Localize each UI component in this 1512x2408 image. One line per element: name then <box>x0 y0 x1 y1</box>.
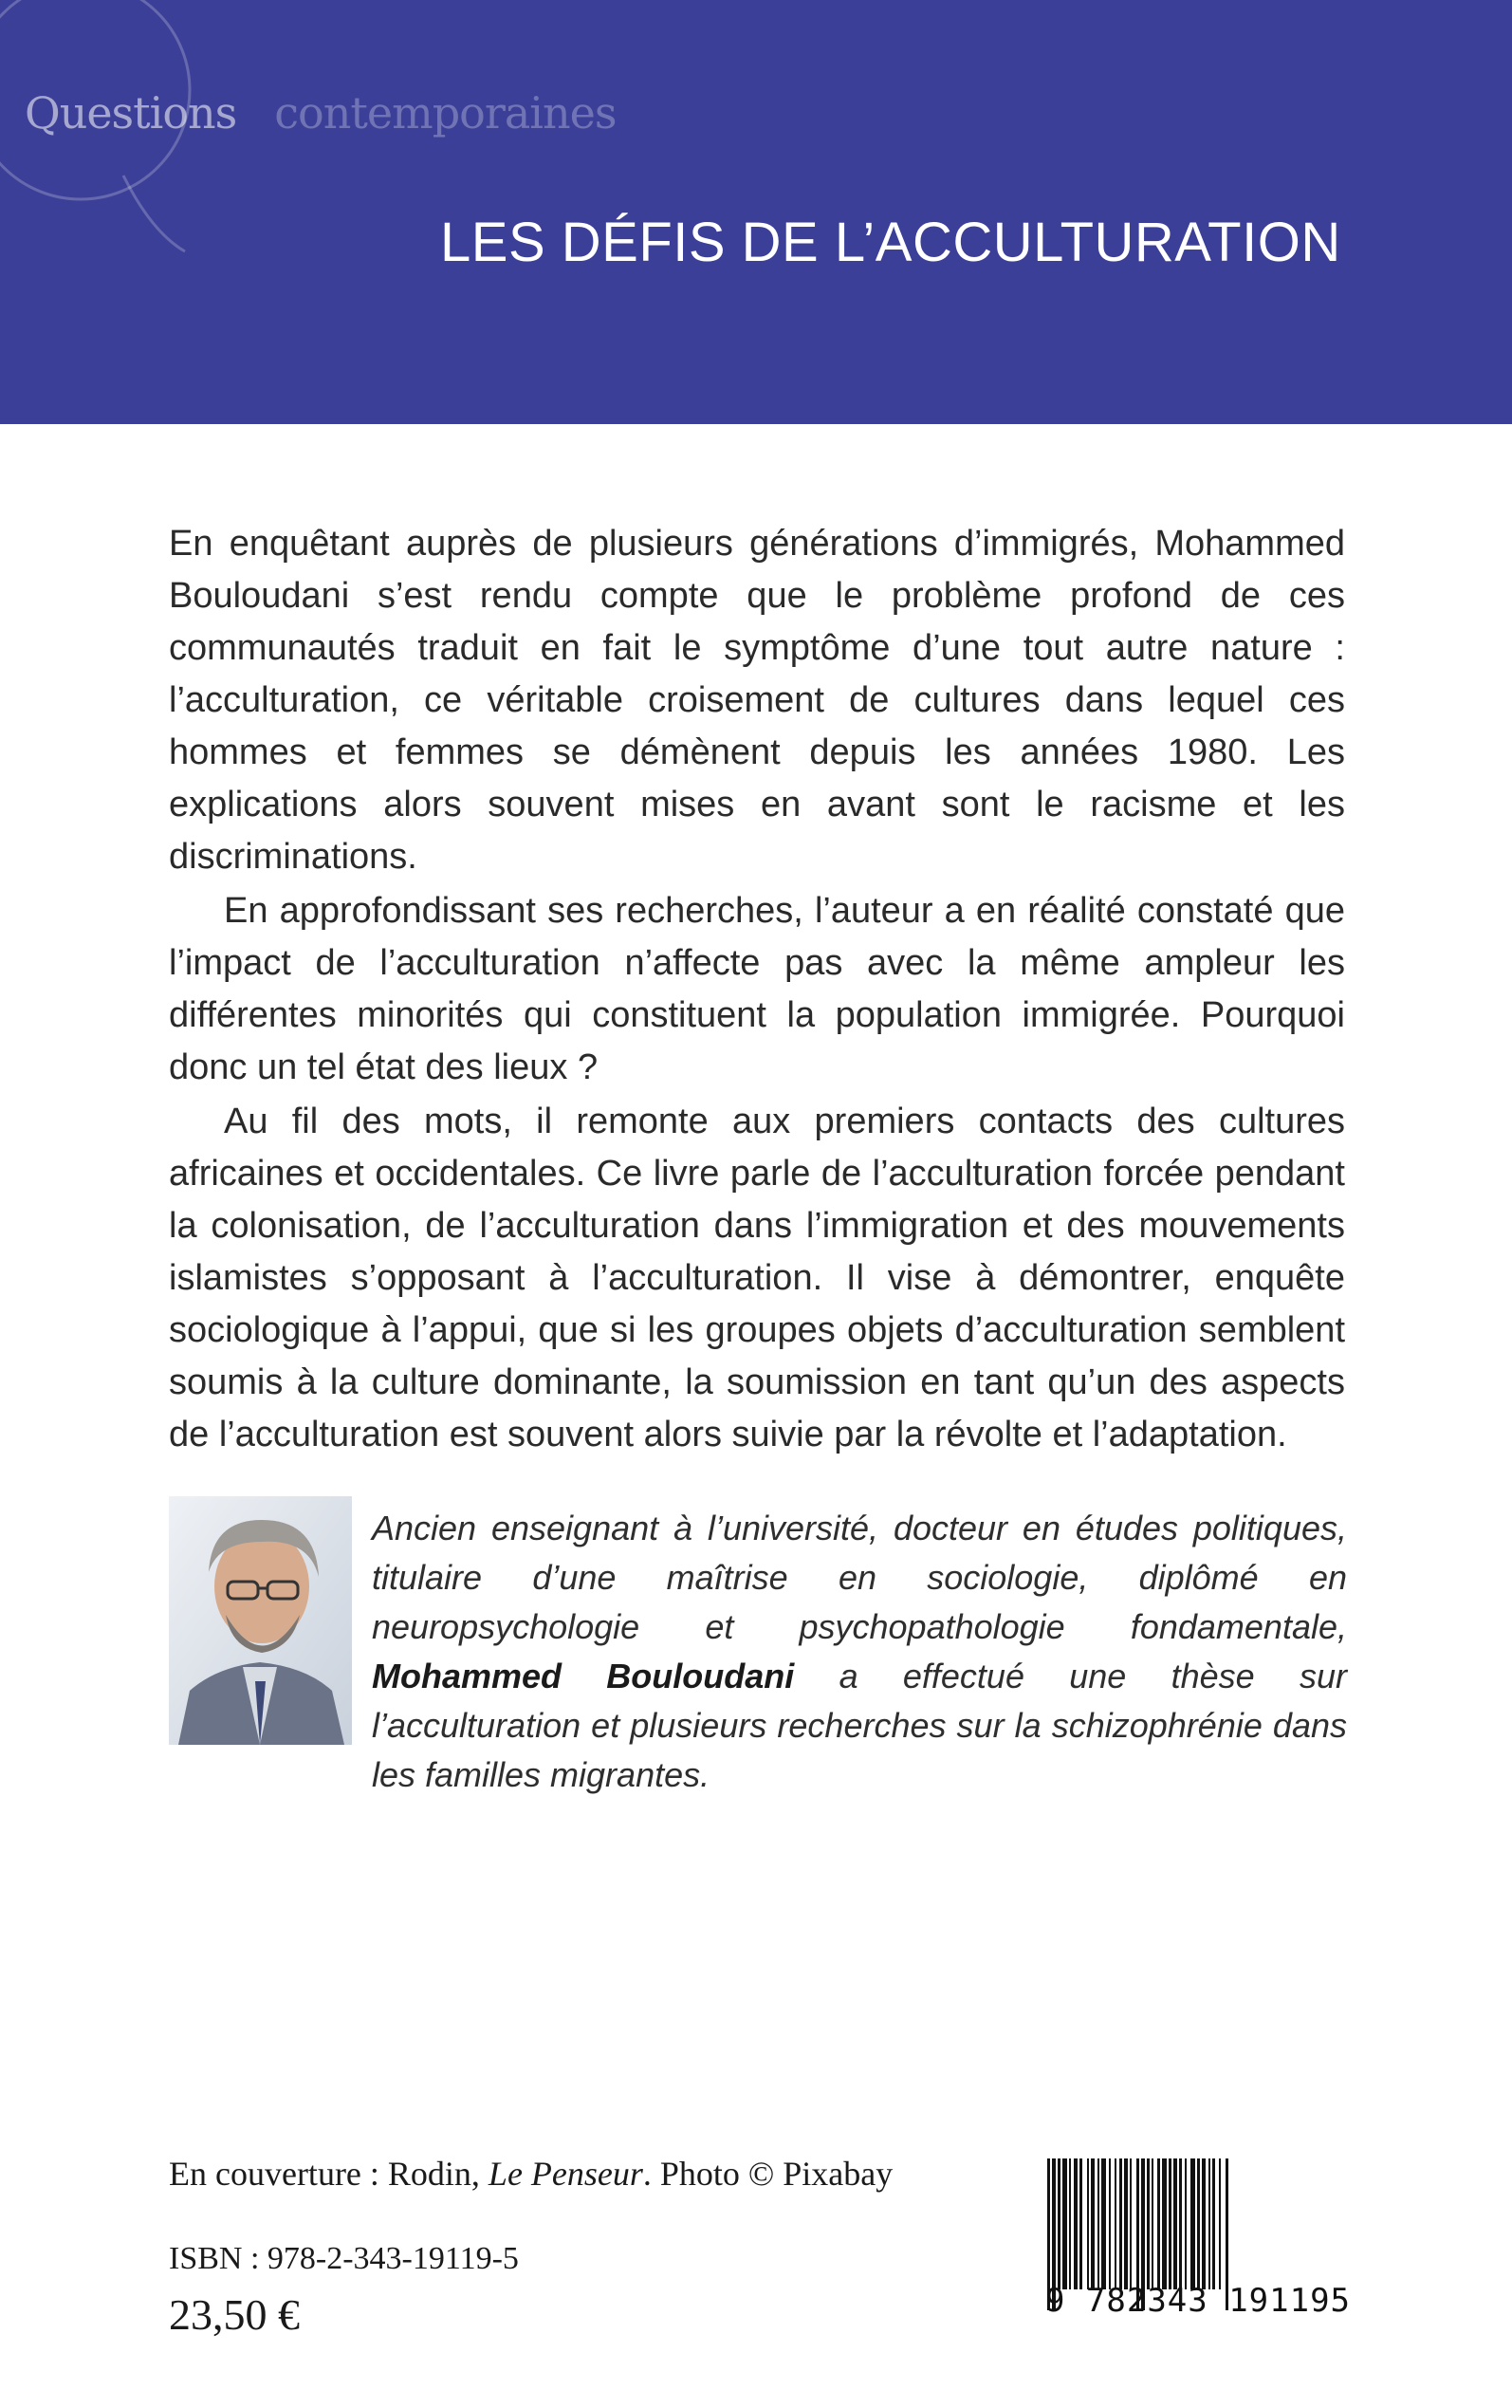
series-name <box>25 87 616 139</box>
barcode-bar <box>1069 2158 1071 2289</box>
cover-header <box>0 0 1512 424</box>
credits-suffix: . Photo © Pixabay <box>642 2155 894 2193</box>
author-bio-start: Ancien enseignant à l’université, docteur en études politiques, titulaire d’une maîtrise en sociologie, diplômé en neuropsychologie et psychopathologie fondamentale, <box>372 1509 1347 1646</box>
barcode-bar <box>1087 2158 1089 2289</box>
barcode-bar <box>1169 2158 1171 2289</box>
barcode-bar <box>1179 2158 1182 2289</box>
price: 23,50 € <box>169 2290 300 2339</box>
summary-paragraph-2: En approfondissant ses recherches, l’auteur a en réalité constaté que l’impact de l’acculturation n’affecte pas avec la même ampleur les différentes minorités qui constituent la population immigrée. Pourquoi donc un tel état des lieux ? <box>169 891 1345 1087</box>
author-bio <box>372 1504 1347 1800</box>
author-name: Mohammed Bouloudani <box>372 1657 795 1695</box>
series-word-2: contemporaines <box>274 87 617 139</box>
barcode-bar <box>1062 2158 1067 2289</box>
summary-paragraph-1: En enquêtant auprès de plusieurs générations d’immigrés, Mohammed Bouloudani s’est rendu compte que le problème profond de ces communautés traduit en fait le symptôme d’une tout autre nature : l’acculturation, ce véritable croisement de cultures dans lequel ces hommes et femmes se démènent depuis les années 1980. Les explications alors souvent mises en avant sont le racisme et les discriminations. <box>169 524 1345 877</box>
barcode-bar <box>1212 2158 1215 2289</box>
author-photo <box>169 1496 352 1745</box>
barcode-bar <box>1079 2158 1082 2289</box>
barcode-bar <box>1162 2158 1167 2289</box>
book-title: LES DÉFIS DE L’ACCULTURATION <box>440 212 1341 273</box>
author-bio-end: a effectué une thèse sur l’acculturation et plusieurs recherches sur la schizophrénie dans les familles migrantes. <box>372 1657 1347 1794</box>
barcode-bar <box>1219 2158 1221 2289</box>
barcode-bar <box>1190 2158 1195 2289</box>
summary-paragraph-3: Au fil des mots, il remonte aux premiers contacts des cultures africaines et occidentales. Ce livre parle de l’acculturation forcée pendant la colonisation, de l’acculturation dans l’immigration et des mouvements islamistes s’opposant à l’acculturation. Il vise à démontrer, enquête sociologique à l’appui, que si les groupes objets d’acculturation semblent soumis à la culture dominante, la soumission en tant qu’un des aspects de l’acculturation est souvent alors suivie par la révolte et l’adaptation. <box>169 1102 1345 1454</box>
barcode-bar <box>1173 2158 1177 2289</box>
barcode-bar <box>1130 2158 1132 2289</box>
barcode-bar <box>1101 2158 1106 2289</box>
isbn: ISBN : 978-2-343-19119-5 <box>169 2241 519 2276</box>
barcode-bar <box>1097 2158 1099 2289</box>
barcode-bar <box>1124 2158 1128 2289</box>
barcode-bar <box>1147 2158 1150 2289</box>
barcode-bar <box>1152 2158 1153 2289</box>
barcode-bar <box>1091 2158 1095 2289</box>
credits-prefix: En couverture : Rodin, <box>169 2155 480 2193</box>
credits-work-title: Le Penseur <box>488 2155 643 2193</box>
barcode-bar <box>1197 2158 1200 2289</box>
barcode-bar <box>1109 2158 1111 2289</box>
barcode-bar <box>1202 2158 1206 2289</box>
barcode-digits: 9 782343 191195 <box>1044 2282 1352 2320</box>
barcode-bar <box>1157 2158 1160 2289</box>
back-cover-summary <box>169 518 1345 1461</box>
barcode-bar <box>1208 2158 1210 2289</box>
series-word-1: Questions <box>25 87 237 139</box>
barcode-bar <box>1115 2158 1116 2289</box>
barcode-bar <box>1074 2158 1078 2289</box>
barcode-bar <box>1119 2158 1122 2289</box>
cover-credits <box>169 2154 893 2194</box>
barcode-bar <box>1058 2158 1060 2289</box>
barcode-bar <box>1185 2158 1187 2289</box>
